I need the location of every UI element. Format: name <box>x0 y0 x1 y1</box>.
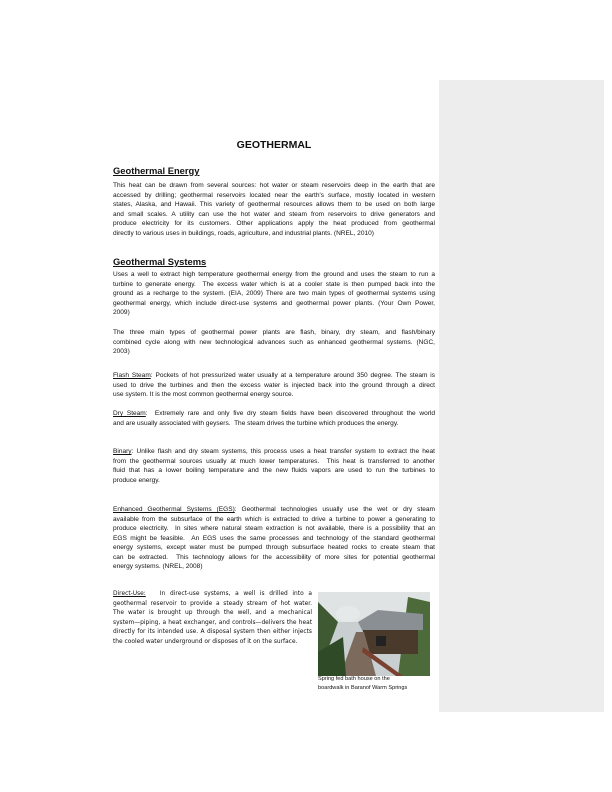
paragraph-flash-steam <box>113 371 435 400</box>
text-line <box>113 409 435 419</box>
text-line: geothermal energy, which include direct-use systems and geothermal power plants. (Your Own Power, <box>113 299 435 307</box>
text-line: use system. It is the most common geothermal energy source. <box>113 391 294 398</box>
paragraph-direct-use <box>113 590 312 647</box>
text-line: energy systems, except water must be pumped through subsurface heated rocks to create steam that <box>113 544 435 551</box>
text-line: directly to various uses in buildings, roads, agriculture, and industrial plants. (NREL, 2010) <box>113 229 374 237</box>
text-line: 2003) <box>113 348 130 355</box>
text-line <box>113 505 435 515</box>
text-line: system—piping, a heat exchanger, and controls—delivers the heat <box>113 619 312 626</box>
caption-line: boardwalk in Baranof Warm Springs <box>318 684 408 691</box>
paragraph-lead-term: Flash Steam <box>113 372 151 379</box>
text-line <box>113 371 435 381</box>
paragraph-systems <box>113 270 435 318</box>
text-line: geothermal reservoir to provide a steady stream of hot water. <box>113 600 312 607</box>
text-line: This heat can be drawn from several sources: hot water or steam reservoirs deep in the earth that are <box>113 182 435 189</box>
text-line: directly for its intended use. A disposal system then either injects <box>113 629 312 635</box>
text-line: and are usually associated with geysers. The steam drives the turbine which produces the energy. <box>113 419 399 427</box>
paragraph-energy <box>113 181 435 238</box>
paragraph-dry-steam <box>113 409 435 428</box>
paragraph-lead-term: Dry Steam <box>113 410 146 417</box>
bath-house-photo <box>318 592 430 676</box>
paragraph-binary <box>113 447 435 485</box>
photo-caption <box>318 675 448 692</box>
text-line <box>113 447 435 457</box>
text-line: The three main types of geothermal power plants are flash, binary, dry steam, and flash/binary <box>113 329 435 336</box>
paragraph-text: : Geothermal technologies usually use the wet or dry steam <box>234 506 435 513</box>
text-line: available from the subsurface of the earth which is extracted to drive a turbine to power a generating to <box>113 515 435 523</box>
paragraph-text: : Pockets of hot pressurized water usually at a temperature around 350 degree. The steam is <box>150 372 436 379</box>
paragraph-text: : Unlike flash and dry steam systems, this process uses a heat transfer system to extract the heat <box>131 448 435 455</box>
text-line: The water is brought up through the well, and a mechanical <box>113 610 312 616</box>
page-title: GEOTHERMAL <box>236 139 312 151</box>
text-line: 2009) <box>113 309 130 316</box>
text-line: used to drive the turbines and then the excess water is injected back into the ground through a direct <box>113 381 435 389</box>
text-line: accessed by drilling; geothermal reservoirs located near the earth's surface, mostly located in western <box>113 191 435 199</box>
text-line: produce electricity for its customers. Other applications apply the heat produced from geothermal <box>113 220 435 227</box>
text-line: from the geothermal sources usually at much lower temperatures. This heat is transferred to another <box>113 457 435 465</box>
text-line: ground as a recharge to the system. (EIA, 2009) There are two main types of geothermal systems using <box>113 290 435 297</box>
text-line: produce electricity. In sites where natural steam extraction is not available, there is a possibility that an <box>113 525 435 532</box>
text-line: combined cycle along with new technological advances such as enhanced geothermal systems. (NGC, <box>113 338 435 346</box>
text-line <box>113 590 312 600</box>
text-line: and small scales. A utility can use the hot water and steam from reservoirs to drive generators and <box>113 210 435 218</box>
text-line: the cooled water underground or disposes of it on the surface. <box>113 638 298 645</box>
text-line: can be extracted. This technology allows for the accessibility of more sites for potential geothermal <box>113 553 435 561</box>
comment-pane <box>439 80 604 712</box>
paragraph-types <box>113 328 435 357</box>
heading-geothermal-energy: Geothermal Energy <box>113 165 200 176</box>
text-line: energy systems. (NREL, 2008) <box>113 563 203 570</box>
text-line: fluid that has a lower boiling temperature and the new fluids vapors are used to run the turbines to <box>113 467 435 474</box>
text-line: produce energy. <box>113 476 160 484</box>
paragraph-lead-term: Enhanced Geothermal Systems (EGS) <box>113 506 235 513</box>
paragraph-text: : Extremely rare and only five dry steam fields have been discovered throughout the world <box>145 410 435 417</box>
text-line: Uses a well to extract high temperature geothermal energy from the ground and uses the steam to run a <box>113 271 435 278</box>
heading-geothermal-systems: Geothermal Systems <box>113 256 207 267</box>
text-line: states, Alaska, and Hawaii. This variety of geothermal resources allows them to be used on both large <box>113 201 435 208</box>
paragraph-text: In direct-use systems, a well is drilled into a <box>145 591 312 597</box>
paragraph-egs <box>113 505 435 572</box>
paragraph-lead-term: Binary <box>113 448 132 455</box>
text-line: EGS might be feasible. An EGS uses the same processes and technology of the standard geothermal <box>113 534 435 542</box>
caption-line: Spring fed bath house on the <box>318 676 390 682</box>
text-line: turbine to generate energy. The excess water which is at a cooler state is then pumped back into the <box>113 280 435 288</box>
paragraph-lead-term: Direct-Use: <box>113 591 146 597</box>
